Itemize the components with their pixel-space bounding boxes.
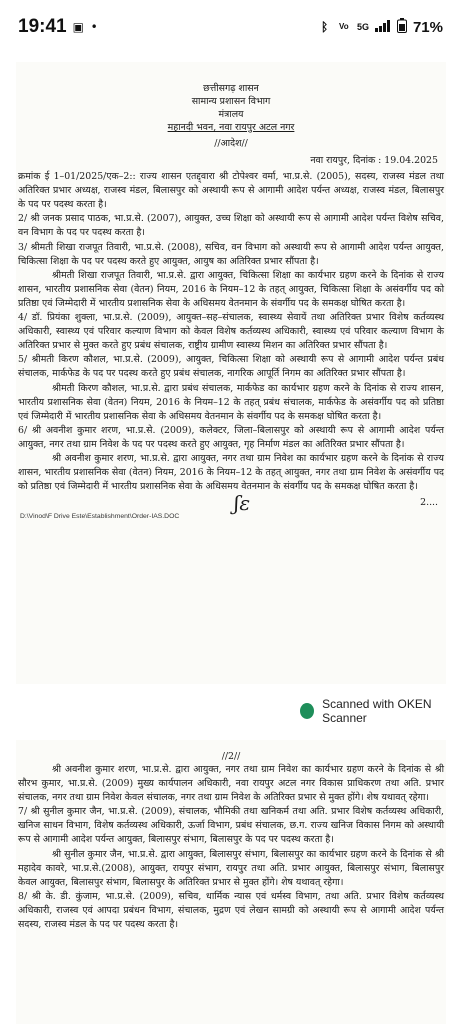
document-page-1: [16, 62, 446, 684]
document-page-2: [16, 740, 446, 1024]
volte-icon: Vo: [338, 22, 349, 31]
paragraph-1: क्रमांक ई 1–01/2025/एक–2:: राज्य शासन एतद्द्वारा श्री टोपेश्वर वर्मा, भा.प्र.से. (2005), सदस्य, राजस्व मंडल तथा अतिरिक्त प्रभार अध्यक्ष, राजस्व मंडल, बिलासपुर को अस्थायी रूप से आगामी आदेश पर्यन्त अध्यक्ष, राजस्व मंडल, बिलासपुर के पद पर पदस्थ करता है।: [18, 171, 444, 211]
scanner-label: Scanned with OKEN Scanner: [322, 697, 432, 725]
bluetooth-icon: ᛒ: [320, 20, 329, 34]
page-continuation: 2....: [420, 497, 439, 509]
header-line-1: छत्तीसगढ़ शासन: [203, 83, 259, 94]
battery-percent: 71%: [412, 18, 443, 36]
network-type-label: 5G: [356, 22, 369, 32]
paragraph-6c: श्री अवनीश कुमार शरण, भा.प्र.से. द्वारा आयुक्त, नगर तथा ग्राम निवेश का कार्यभार ग्रहण करने के दिनांक से श्री सौरभ कुमार, भा.प्र.से. (2009) मुख्य कार्यपालन अधिकारी, नवा रायपुर अटल नगर विकास प्राधिकरण तथा अति. प्रभार संचालक, नगर तथा ग्राम निवेश केवल संचालक, नगर तथा ग्राम निवेश के अतिरिक्त प्रभार से मुक्त होंगे। शेष यथावत् रहेगा।: [18, 764, 444, 804]
clock-time: 19:41: [18, 16, 67, 37]
place-date: नवा रायपुर, दिनांक : 19.04.2025: [310, 155, 438, 166]
paragraph-2: 2/ श्री जनक प्रसाद पाठक, भा.प्र.से. (2007), आयुक्त, उच्च शिक्षा को अस्थायी रूप से आगामी आदेश पर्यन्त विशेष सचिव, वन विभाग के पद पर पदस्थ करता है।: [18, 213, 444, 239]
status-bar: [0, 0, 461, 54]
paragraph-3: 3/ श्रीमती शिखा राजपूत तिवारी, भा.प्र.से. (2008), सचिव, वन विभाग को अस्थायी रूप से आगामी आदेश पर्यन्त आयुक्त, चिकित्सा शिक्षा के पद पर पदस्थ करते हुए आयुक्त, आयुष का अतिरिक्त प्रभार सौंपता है।: [18, 241, 444, 267]
file-path: D:\Vinod\F Drive Este\Establishment\Order-IAS.DOC: [20, 513, 180, 521]
paragraph-6b: श्री अवनीश कुमार शरण, भा.प्र.से. द्वारा आयुक्त, नगर तथा ग्राम निवेश का कार्यभार ग्रहण करने के दिनांक से राज्य शासन, भारतीय प्रशासनिक सेवा (वेतन) नियम, 2016 के नियम–12 के तहत् आयुक्त, नगर तथा ग्राम निवेश के असंवर्गीय पद को प्रतिष्ठा एवं जिम्मेदारी में भारतीय प्रशासनिक सेवा के अधिसमय वेतनमान के संवर्गीय पद के समकक्ष घोषित करता है।: [18, 452, 444, 493]
battery-icon: [397, 18, 407, 37]
notification-dot-icon: •: [90, 20, 98, 34]
doc-header: [16, 82, 446, 150]
paragraph-3b: श्रीमती शिखा राजपूत तिवारी, भा.प्र.से. द्वारा आयुक्त, चिकित्सा शिक्षा का कार्यभार ग्रहण करने के दिनांक से राज्य शासन, भारतीय प्रशासनिक सेवा (वेतन) नियम, 2016 के नियम–12 के तहत् आयुक्त, चिकित्सा शिक्षा के असंवर्गीय पद को प्रतिष्ठा एवं जिम्मेदारी में भारतीय प्रशासनिक सेवा के अधिसमय वेतनमान के संवर्गीय पद के समकक्ष घोषित करता है।: [18, 269, 444, 309]
paragraph-6: 6/ श्री अवनीश कुमार शरण, भा.प्र.से. (2009), कलेक्टर, जिला–बिलासपुर को अस्थायी रूप से आगामी आदेश पर्यन्त आयुक्त, नगर तथा ग्राम निवेश के पद पर पदस्थ करते हुए आयुक्त, गृह निर्माण मंडल का अतिरिक्त प्रभार सौंपता है।: [18, 424, 444, 450]
signal-icon: [375, 19, 391, 36]
app-notification-icon: ▣: [72, 20, 84, 34]
paragraph-7b: श्री सुनील कुमार जैन, भा.प्र.से. द्वारा आयुक्त, बिलासपुर संभाग, बिलासपुर का कार्यभार ग्रहण करने के दिनांक से श्री महादेव कावरे, भा.प्र.से.(2008), आयुक्त, रायपुर संभाग, रायपुर तथा अति. प्रभार आयुक्त, बिलासपुर संभाग, बिलासपुर केवल आयुक्त, बिलासपुर संभाग, बिलासपुर के अतिरिक्त प्रभार से मुक्त होंगे। शेष यथावत् रहेगा।: [18, 848, 444, 888]
paragraph-4: 4/ डॉ. प्रियंका शुक्ला, भा.प्र.से. (2009), आयुक्त–सह–संचालक, स्वास्थ्य सेवायें तथा अतिरिक्त प्रभार विशेष कर्तव्यस्थ अधिकारी, स्वास्थ्य एवं परिवार कल्याण विभाग को केवल विशेष कर्तव्यस्थ अधिकारी, स्वास्थ्य एवं परिवार कल्याण विभाग के अतिरिक्त प्रभार से मुक्त करते हुए प्रबंध संचालक, राष्ट्रीय ग्रामीण स्वास्थ्य मिशन का अतिरिक्त प्रभार सौंपता है।: [18, 312, 444, 352]
paragraph-7: 7/ श्री सुनील कुमार जैन, भा.प्र.से. (2009), संचालक, भौमिकी तथा खनिकर्म तथा अति. प्रभार विशेष कर्तव्यस्थ अधिकारी, खनिज साधन विभाग, विशेष कर्तव्यस्थ अधिकारी, ऊर्जा विभाग, प्रबंध संचालक, छ.ग. राज्य खनिज विकास निगम को अस्थायी रूप से आगामी आदेश पर्यन्त आयुक्त, बिलासपुर संभाग, बिलासपुर के पद पर पदस्थ करता है।: [18, 806, 444, 846]
order-title: //आदेश//: [214, 138, 248, 149]
signature: ʃɛ: [233, 491, 251, 516]
page2-header: //2//: [221, 751, 241, 762]
scanner-watermark: [300, 697, 461, 725]
paragraph-8: 8/ श्री के. डी. कुंजाम, भा.प्र.से. (2009), सचिव, धार्मिक न्यास एवं धर्मस्व विभाग, तथा अति. प्रभार विशेष कर्तव्यस्थ अधिकारी, राजस्व एवं आपदा प्रबंधन विभाग, संचालक, मुद्रण एवं लेखन सामग्री को अस्थायी रूप से आगामी आदेश पर्यन्त सदस्य, राजस्व मंडल के पद पर पदस्थ करता है।: [18, 890, 444, 931]
oken-scanner-logo-icon: [300, 703, 314, 719]
header-line-2: सामान्य प्रशासन विभाग: [191, 96, 271, 107]
header-line-3: मंत्रालय: [218, 109, 244, 120]
header-line-4: महानदी भवन, नवा रायपुर अटल नगर: [167, 122, 295, 133]
paragraph-5b: श्रीमती किरण कौशल, भा.प्र.से. द्वारा प्रबंध संचालक, मार्कफेड का कार्यभार ग्रहण करने के दिनांक से राज्य शासन, भारतीय प्रशासनिक सेवा (वेतन) नियम, 2016 के नियम–12 के तहत् प्रबंध संचालक, मार्कफेड के असंवर्गीय पद को प्रतिष्ठा एवं जिम्मेदारी में भारतीय प्रशासनिक सेवा के अधिसमय वेतनमान के संवर्गीय पद के समकक्ष घोषित करता है।: [18, 382, 444, 422]
paragraph-5: 5/ श्रीमती किरण कौशल, भा.प्र.से. (2009), आयुक्त, चिकित्सा शिक्षा को अस्थायी रूप से आगामी आदेश पर्यन्त प्रबंध संचालक, मार्कफेड के पद पर पदस्थ करते हुए प्रबंध संचालक, नागरिक आपूर्ति निगम का अतिरिक्त प्रभार सौंपता है।: [18, 354, 444, 380]
